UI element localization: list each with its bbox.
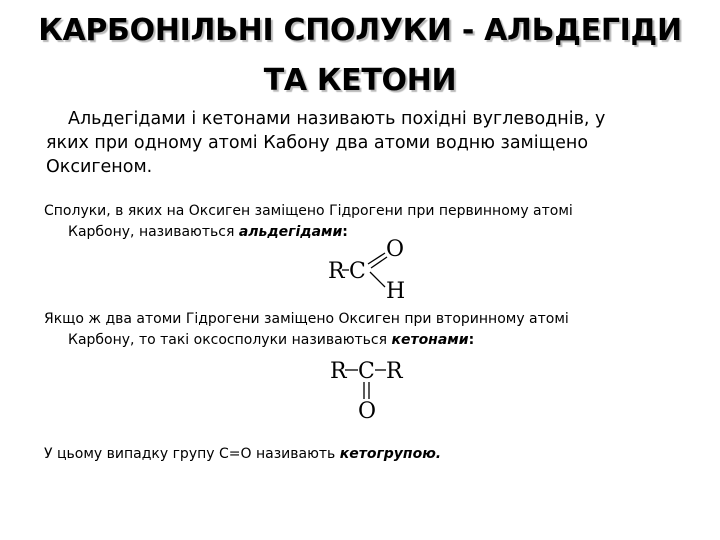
ketone-o-label: O xyxy=(358,399,377,424)
aldehyde-line-2: Карбону, називаються xyxy=(68,224,239,240)
aldehyde-c-label: C xyxy=(349,259,366,284)
aldehyde-line-1: Сполуки, в яких на Оксиген заміщено Гідрогени при первинному атомі xyxy=(44,203,573,219)
ketone-line-2: Карбону, то такі оксосполуки називаються xyxy=(68,332,392,348)
aldehyde-o-label: O xyxy=(386,237,405,262)
slide-title: КАРБОНІЛЬНІ СПОЛУКИ - АЛЬДЕГІДИ ТА КЕТОНИ xyxy=(38,13,682,98)
ketone-r2-label: R xyxy=(386,359,403,384)
aldehyde-colon: : xyxy=(342,224,348,240)
definition-line-3: Оксигеном. xyxy=(46,157,153,177)
ketogroup-term: кетогрупою. xyxy=(339,446,442,462)
ketogroup-text: У цьому випадку групу С=О називають xyxy=(44,446,340,462)
ketone-colon: : xyxy=(468,332,475,348)
aldehyde-formula xyxy=(322,234,422,304)
ketone-term: кетонами xyxy=(391,332,469,348)
ketone-r1-label: R xyxy=(330,359,347,384)
ketone-c-label: C xyxy=(358,359,375,384)
aldehyde-c-h-bond xyxy=(370,272,385,287)
ketone-paragraph xyxy=(44,309,708,351)
definition-line-2: яких при одному атомі Кабону два атоми водню заміщено xyxy=(46,133,589,153)
aldehyde-c-o-bond-1 xyxy=(368,253,385,264)
definition-line-1: Альдегідами і кетонами називають похідні вуглеводнів, у xyxy=(68,109,606,129)
ketogroup-paragraph xyxy=(44,444,708,465)
aldehyde-r-label: R xyxy=(328,259,345,284)
ketone-formula xyxy=(328,352,428,422)
definition-paragraph xyxy=(46,107,686,179)
aldehyde-term: альдегідами xyxy=(238,224,343,240)
aldehyde-h-label: H xyxy=(386,279,406,304)
ketone-line-1: Якщо ж два атоми Гідрогени заміщено Оксиген при вторинному атомі xyxy=(44,311,569,327)
aldehyde-c-o-bond-2 xyxy=(371,257,387,268)
